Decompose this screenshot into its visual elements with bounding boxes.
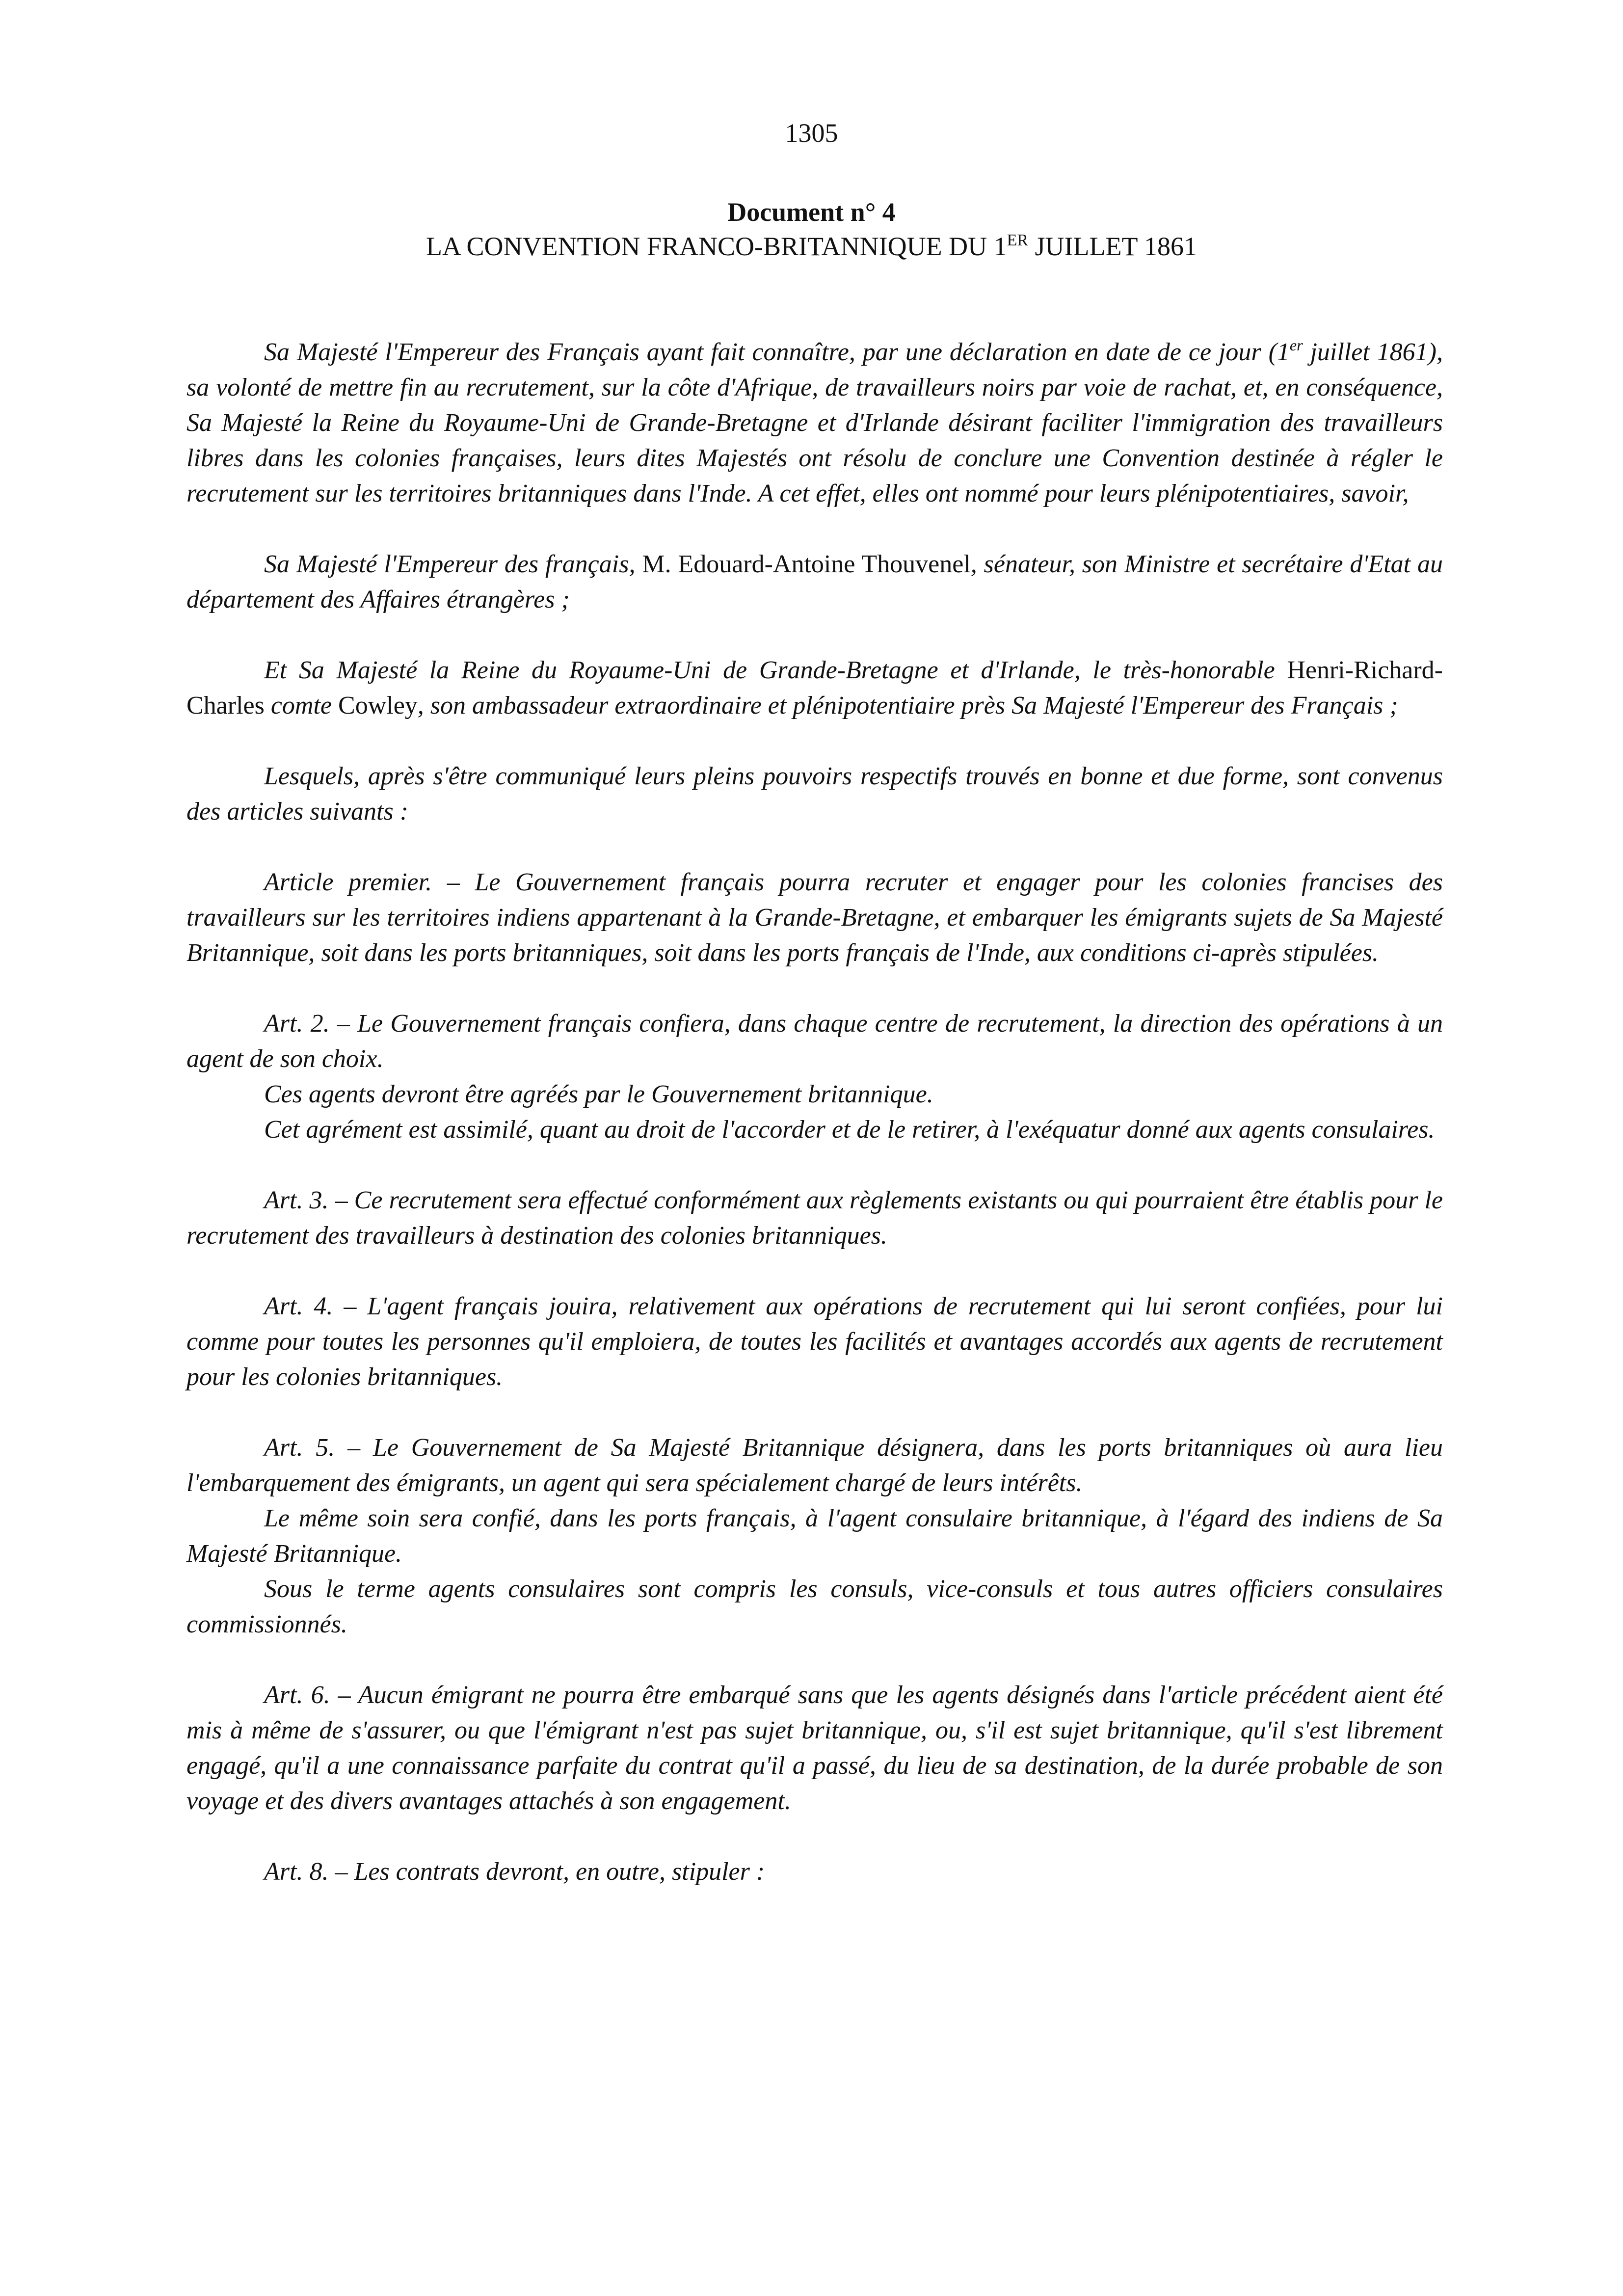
cowley-name: Cowley: [338, 692, 418, 720]
preamble-text-cont: juillet 1861), sa volonté de mettre fin au recrutement, sur la côte d'Afrique, de travailleurs noirs par voie de rachat, et, en conséquence, Sa Majesté la Reine du Royaume-Uni de Grande-Bretagne et d'Irlande désirant faciliter l'immigration des travailleurs libres dans les colonies françaises, leurs dites Majestés ont résolu de conclure une Convention destinée à régler le recrutement sur les territoires britanniques dans l'Inde. A cet effet, elles ont nommé pour leurs plénipotentiaires, savoir,: [186, 338, 1443, 507]
agreement-paragraph: Lesquels, après s'être communiqué leurs pleins pouvoirs respectifs trouvés en bonne et due forme, sont convenus des articles suivants :: [186, 762, 1443, 826]
comte-label: comte: [264, 692, 339, 720]
plenipotentiary-britain-title: , son ambassadeur extraordinaire et plénipotentiaire près Sa Majesté l'Empereur des Français ;: [417, 692, 1398, 720]
article-5-consular: Le même soin sera confié, dans les ports français, à l'agent consulaire britannique, à l'égard des indiens de Sa Majesté Britannique.: [186, 1504, 1443, 1568]
document-number: Document n° 4: [727, 197, 896, 227]
plenipotentiary-france: [186, 547, 1443, 617]
article-2: Art. 2. – Le Gouvernement français confiera, dans chaque centre de recrutement, la direction des opérations à un agent de son choix.: [186, 1010, 1443, 1073]
document-body: [186, 335, 1443, 1890]
article-4: Art. 4. – L'agent français jouira, relativement aux opérations de recrutement qui lui seront confiées, pour lui comme pour toutes les personnes qu'il emploiera, de toutes les facilités et avantages accordés aux agents de recrutement pour les colonies britanniques.: [186, 1292, 1443, 1391]
article-5: Art. 5. – Le Gouvernement de Sa Majesté Britannique désignera, dans les ports britanniques où aura lieu l'embarquement des émigrants, un agent qui sera spécialement chargé de leurs intérêts.: [186, 1434, 1443, 1497]
date-superscript: er: [1289, 336, 1303, 354]
article-3: Art. 3. – Ce recrutement sera effectué conformément aux règlements existants ou qui pourraient être établis pour le recrutement des travailleurs à destination des colonies britanniques.: [186, 1186, 1443, 1250]
plenipotentiary-britain: [186, 653, 1443, 723]
title-text: LA CONVENTION FRANCO-BRITANNIQUE DU 1: [426, 232, 1007, 261]
thouvenel-name: M. Edouard-Antoine Thouvenel: [642, 550, 971, 578]
article-6: Art. 6. – Aucun émigrant ne pourra être embarqué sans que les agents désignés dans l'article précédent aient été mis à même de s'assurer, ou que l'émigrant n'est pas sujet britannique, ou, s'il est sujet britannique, qu'il s'est librement engagé, qu'il a une connaissance parfaite du contrat qu'il a passé, du lieu de sa destination, de la durée probable de son voyage et des divers avantages attachés à son engagement.: [186, 1681, 1443, 1815]
preamble-paragraph: [186, 335, 1443, 511]
article-5-definition: Sous le terme agents consulaires sont compris les consuls, vice-consuls et tous autres officiers consulaires commissionnés.: [186, 1575, 1443, 1638]
cowley-given-names: Henri-Richard-Charles: [186, 656, 1443, 720]
document-heading: [0, 195, 1623, 264]
document-title: [0, 229, 1623, 264]
plenipotentiary-britain-intro: Et Sa Majesté la Reine du Royaume-Uni de Grande-Bretagne et d'Irlande, le très-honorable: [264, 656, 1287, 684]
title-text-end: JUILLET 1861: [1028, 232, 1197, 261]
plenipotentiary-france-title: , sénateur, son Ministre et secrétaire d'Etat au département des Affaires étrangères ;: [186, 550, 1443, 614]
page-number: 1305: [785, 118, 838, 148]
article-1: Article premier. – Le Gouvernement français pourra recruter et engager pour les colonies francises des travailleurs sur les territoires indiens appartenant à la Grande-Bretagne, et embarquer les émigrants sujets de Sa Majesté Britannique, soit dans les ports britanniques, soit dans les ports français de l'Inde, aux conditions ci-après stipulées.: [186, 868, 1443, 967]
preamble-text: Sa Majesté l'Empereur des Français ayant fait connaître, par une déclaration en date de ce jour (1: [264, 338, 1290, 366]
plenipotentiary-france-intro: Sa Majesté l'Empereur des français,: [264, 550, 642, 578]
article-2-exequatur: Cet agrément est assimilé, quant au droit de l'accorder et de le retirer, à l'exéquatur donné aux agents consulaires.: [264, 1116, 1435, 1144]
title-superscript: ER: [1007, 231, 1029, 249]
article-2-approval: Ces agents devront être agréés par le Gouvernement britannique.: [264, 1080, 933, 1108]
article-8: Art. 8. – Les contrats devront, en outre, stipuler :: [264, 1858, 765, 1886]
